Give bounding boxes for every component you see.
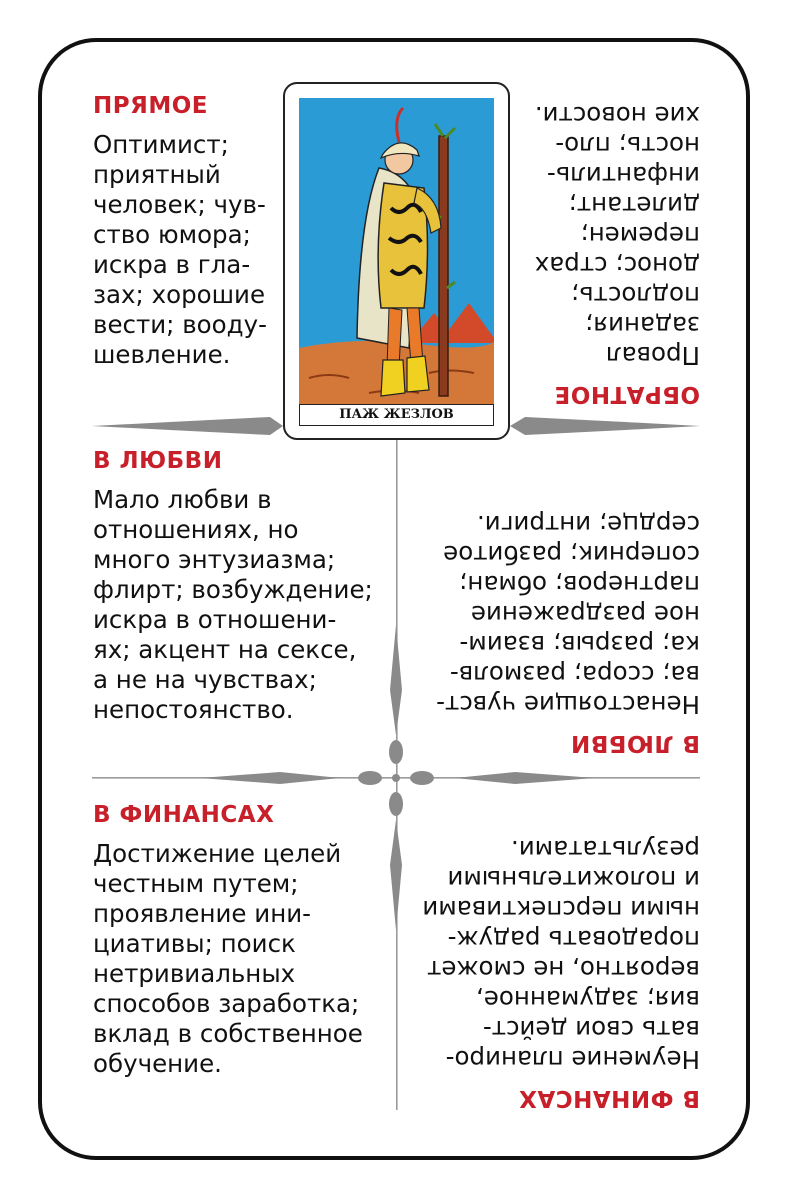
divider-top-right xyxy=(510,417,700,435)
divider-center-dot xyxy=(392,774,400,782)
upright-general-text: Оптимист; приятный человек; чув- ство юмора; искра в гла- зах; хорошие вести; вооду- шевление. xyxy=(93,130,267,369)
divider-vertical-upper xyxy=(390,625,402,735)
divider-vertical-lower xyxy=(390,820,402,930)
divider-horizontal-right xyxy=(455,772,595,784)
reversed-general-text: Провал задания; подлость; донос; страх перемен; дилетант; инфантиль- ность; пло- хие новости. xyxy=(534,101,700,370)
reversed-love-text: Ненастоящие чувст- ва; ссора; размолв- ка; разрыв; взаим- ное раздражение партнеров; обман; соперник; разбитое сердце; интриги. xyxy=(436,510,700,719)
reversed-finance-text: Неумение планиро- вать свои дейст- вия; задуманное, вероятно, не сможет порадовать радуж- ными перспективами и положительными результатами. xyxy=(422,835,700,1074)
divider-center-right xyxy=(410,771,434,785)
upright-finance-heading: В ФИНАНСАХ xyxy=(93,802,275,828)
reversed-love-section xyxy=(410,485,700,757)
upright-general-heading: ПРЯМОЕ xyxy=(93,93,208,119)
upright-love-section xyxy=(93,447,383,725)
reversed-general-section xyxy=(515,96,700,408)
reversed-general-heading: ОБРАТНОЕ xyxy=(554,381,700,407)
tarot-card-image xyxy=(283,82,510,440)
upright-finance-text: Достижение целей честным путем; проявление ини- циативы; поиск нетривиальных способов заработка; вклад в собственное обучение. xyxy=(93,839,363,1078)
divider-center-top xyxy=(389,740,403,764)
upright-love-text: Мало любви в отношениях, но много энтузиазма; флирт; возбуждение; искра в отношени- ях; акцент на сексе, а не на чувствах; непостоянство. xyxy=(93,485,373,724)
divider-center-bottom xyxy=(389,792,403,816)
divider-top-left xyxy=(92,417,283,435)
upright-love-heading: В ЛЮБВИ xyxy=(93,448,223,474)
reversed-finance-heading: В ФИНАНСАХ xyxy=(518,1085,700,1111)
divider-horizontal-left xyxy=(200,772,340,784)
upright-finance-section xyxy=(93,801,383,1079)
reversed-love-heading: В ЛЮБВИ xyxy=(570,730,700,756)
reversed-finance-section xyxy=(410,820,700,1112)
page-of-wands-illustration xyxy=(299,98,494,412)
upright-general-section xyxy=(93,92,278,370)
divider-center-left xyxy=(358,771,382,785)
tarot-card-title: ПАЖ ЖЕЗЛОВ xyxy=(299,404,494,426)
